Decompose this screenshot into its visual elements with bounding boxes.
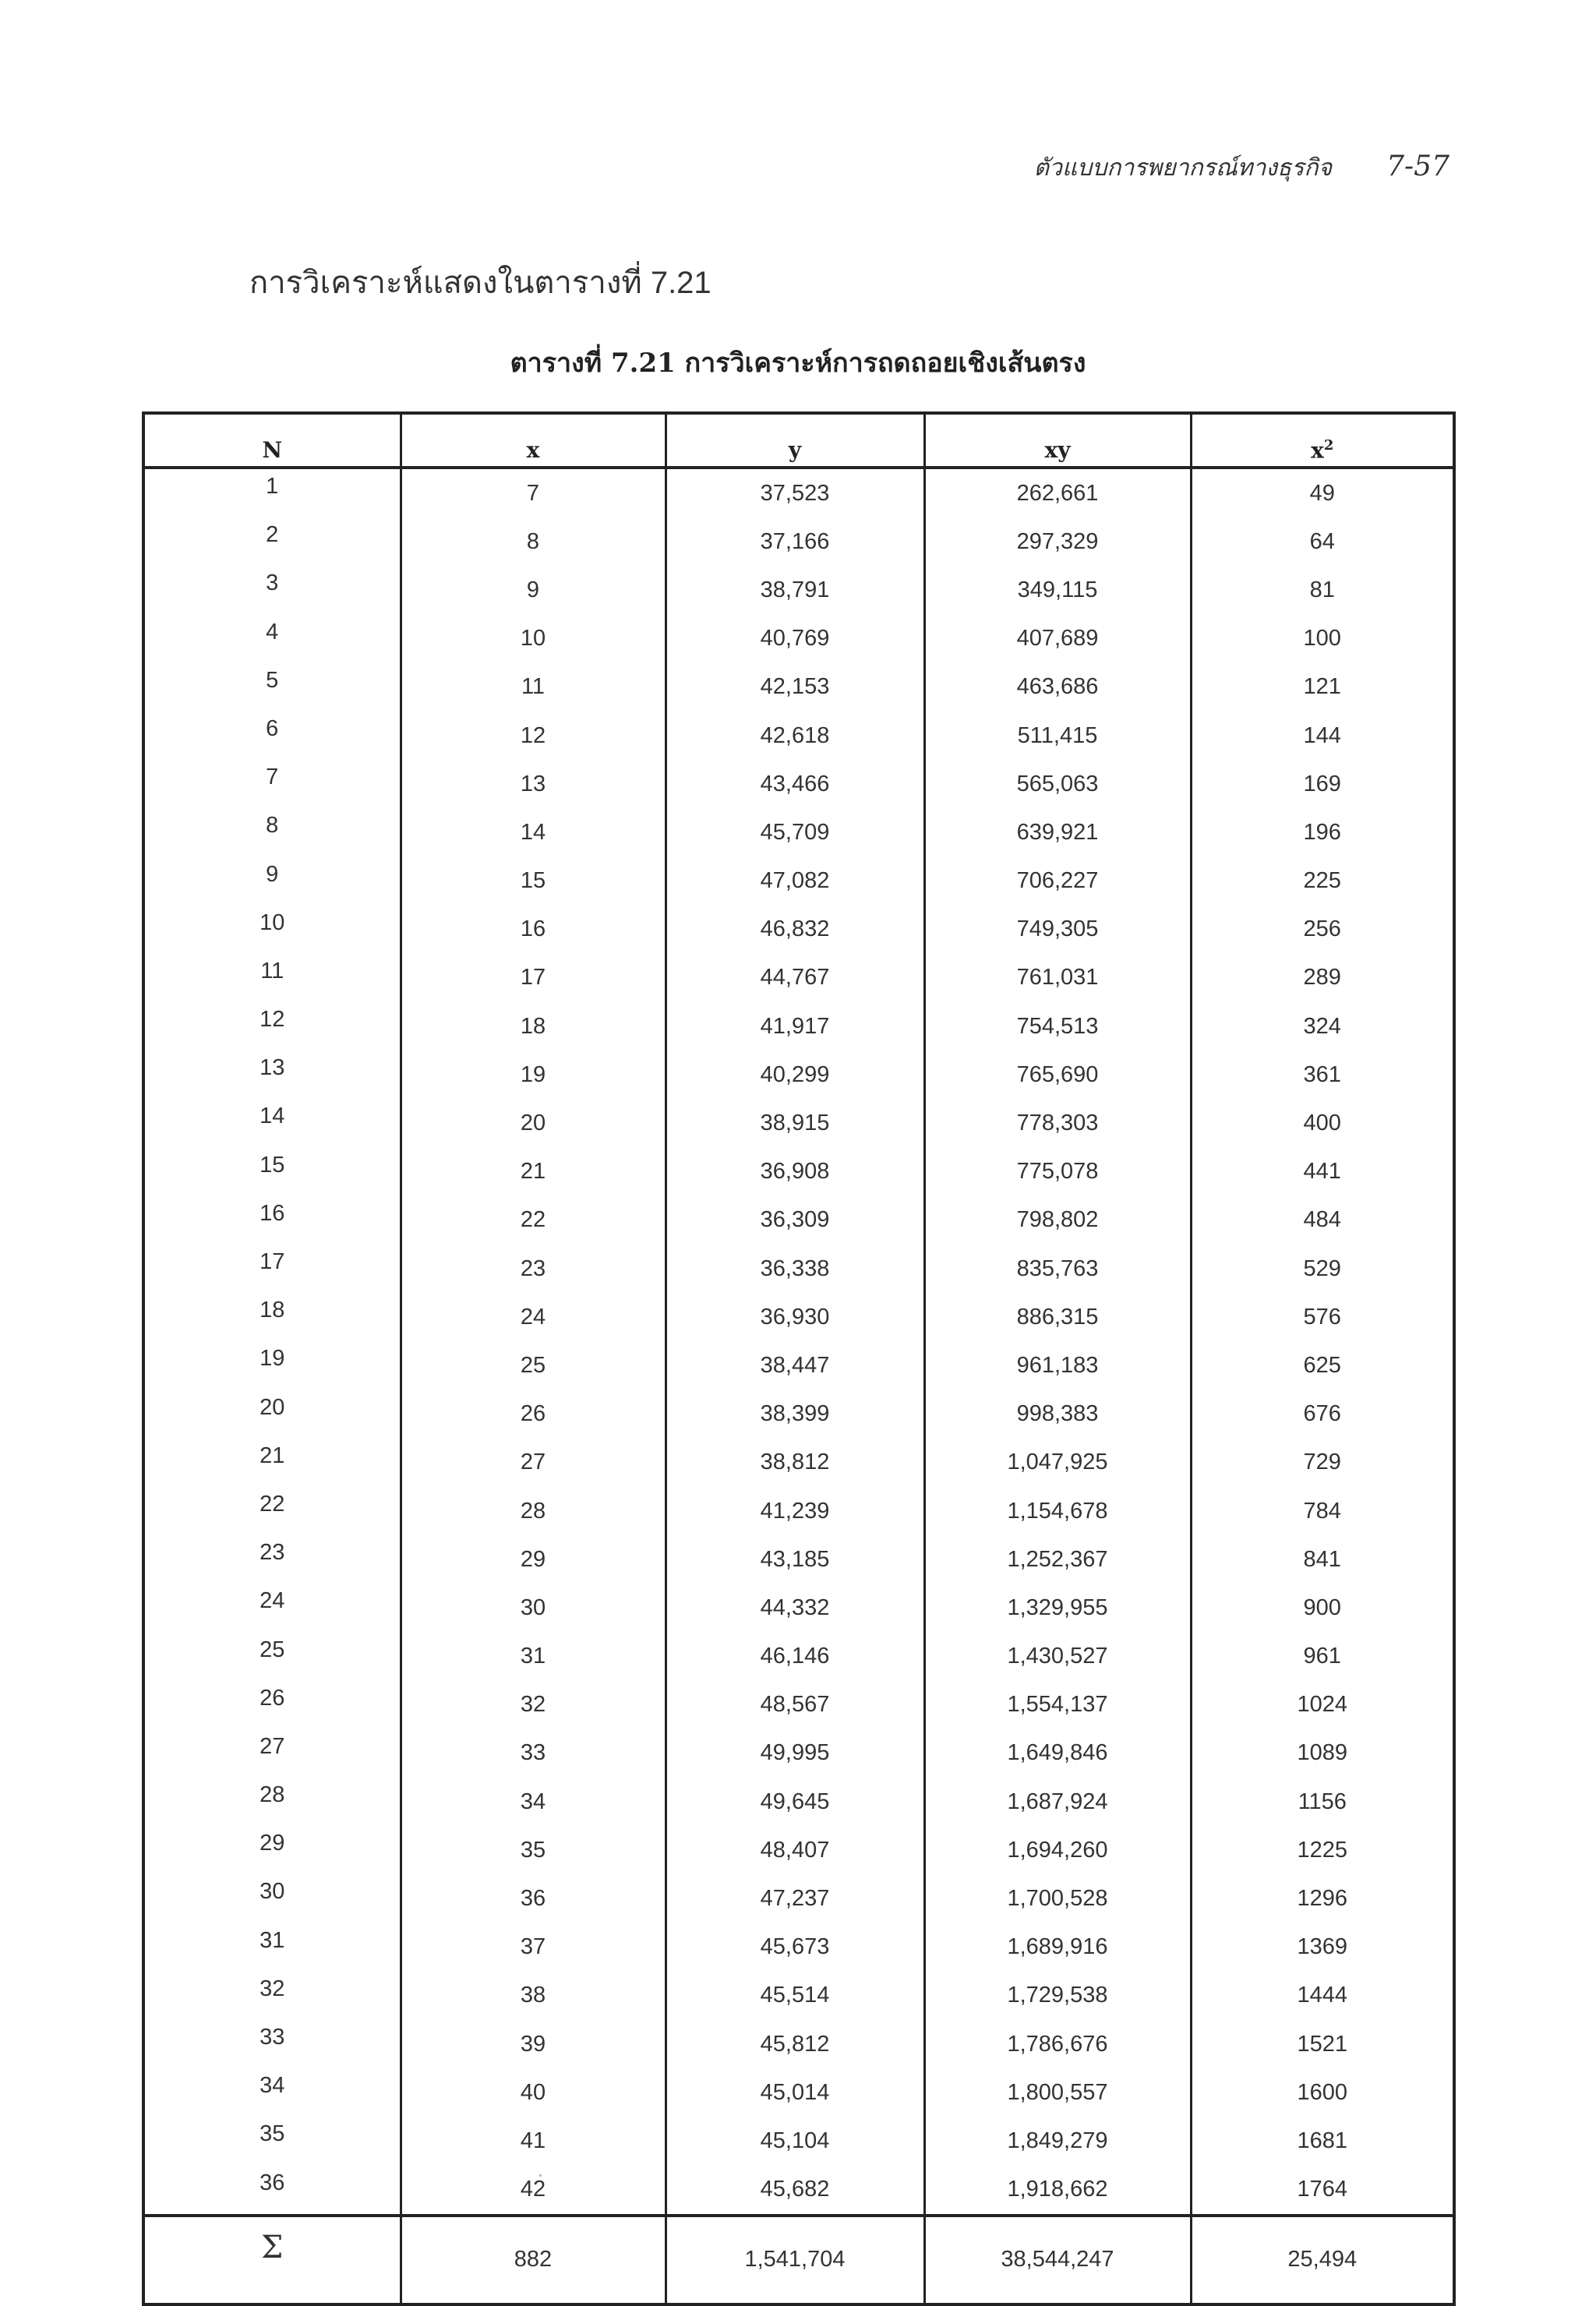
cell-x-squared: 576 (1191, 1293, 1454, 1341)
cell-x-squared: 196 (1191, 808, 1454, 856)
cell-y: 44,767 (666, 954, 924, 1002)
cell-x: 22 (401, 1196, 666, 1245)
cell-xy: 998,383 (924, 1390, 1191, 1439)
cell-y: 45,673 (666, 1923, 924, 1972)
cell-x: 38 (401, 1972, 666, 2020)
cell-n: 4 (143, 615, 401, 663)
intro-text: การวิเคราะห์แสดงในตารางที่ 7.21 (249, 266, 711, 300)
cell-x-squared: 1089 (1191, 1729, 1454, 1778)
sum-y: 1,541,704 (666, 2216, 924, 2304)
cell-x: 18 (401, 1002, 666, 1051)
table-row (143, 517, 1454, 566)
sum-row (143, 2216, 1454, 2304)
cell-x-squared: 900 (1191, 1584, 1454, 1632)
cell-y: 47,237 (666, 1874, 924, 1923)
cell-xy: 1,849,279 (924, 2117, 1191, 2165)
cell-n: 14 (143, 1099, 401, 1147)
cell-x: 29 (401, 1535, 666, 1584)
cell-n: 6 (143, 712, 401, 760)
cell-y: 36,338 (666, 1245, 924, 1293)
cell-x: 13 (401, 760, 666, 808)
cell-xy: 1,918,662 (924, 2166, 1191, 2216)
table-row (143, 1535, 1454, 1584)
table-row (143, 1681, 1454, 1729)
table-caption: ตารางที่ 7.21 การวิเคราะห์การถดถอยเชิงเส้นตรง (510, 348, 1086, 379)
table-row (143, 1633, 1454, 1681)
sum-x: 882 (401, 2216, 666, 2304)
cell-n: 9 (143, 857, 401, 906)
header-x-squared-base: x (1311, 437, 1324, 463)
cell-n: 3 (143, 566, 401, 614)
cell-y: 49,645 (666, 1778, 924, 1826)
table-row (143, 1874, 1454, 1923)
cell-y: 42,618 (666, 712, 924, 760)
cell-y: 45,014 (666, 2068, 924, 2117)
cell-y: 41,917 (666, 1002, 924, 1051)
cell-x-squared: 676 (1191, 1390, 1454, 1439)
cell-x-squared: 1764 (1191, 2166, 1454, 2216)
cell-xy: 463,686 (924, 663, 1191, 712)
table-row (143, 1439, 1454, 1487)
cell-y: 40,299 (666, 1051, 924, 1099)
running-head (1033, 150, 1449, 186)
table-row (143, 1148, 1454, 1196)
cell-n: 1 (143, 468, 401, 517)
cell-n: 28 (143, 1778, 401, 1826)
cell-n: 24 (143, 1584, 401, 1632)
regression-table (142, 411, 1456, 2306)
table-row (143, 2166, 1454, 2216)
cell-x-squared: 625 (1191, 1341, 1454, 1390)
table-row (143, 760, 1454, 808)
table-row (143, 712, 1454, 760)
cell-x-squared: 324 (1191, 1002, 1454, 1051)
cell-y: 37,166 (666, 517, 924, 566)
cell-x: 31 (401, 1633, 666, 1681)
cell-n: 5 (143, 663, 401, 712)
cell-xy: 961,183 (924, 1341, 1191, 1390)
cell-x: 30 (401, 1584, 666, 1632)
table-row (143, 1051, 1454, 1099)
cell-x-squared: 225 (1191, 857, 1454, 906)
cell-x-squared: 784 (1191, 1487, 1454, 1535)
cell-y: 38,447 (666, 1341, 924, 1390)
cell-x-squared: 961 (1191, 1633, 1454, 1681)
cell-y: 37,523 (666, 468, 924, 517)
cell-xy: 798,802 (924, 1196, 1191, 1245)
cell-x: 19 (401, 1051, 666, 1099)
cell-n: 12 (143, 1002, 401, 1051)
cell-n: 31 (143, 1923, 401, 1972)
cell-y: 46,832 (666, 906, 924, 954)
cell-xy: 1,154,678 (924, 1487, 1191, 1535)
cell-y: 43,466 (666, 760, 924, 808)
cell-xy: 1,554,137 (924, 1681, 1191, 1729)
cell-xy: 565,063 (924, 760, 1191, 808)
cell-n: 23 (143, 1535, 401, 1584)
cell-xy: 1,649,846 (924, 1729, 1191, 1778)
table-row (143, 808, 1454, 856)
cell-n: 10 (143, 906, 401, 954)
table-row (143, 1002, 1454, 1051)
cell-xy: 754,513 (924, 1002, 1191, 1051)
cell-y: 44,332 (666, 1584, 924, 1632)
cell-xy: 511,415 (924, 712, 1191, 760)
cell-x: 20 (401, 1099, 666, 1147)
cell-n: 29 (143, 1826, 401, 1874)
cell-x: 36 (401, 1874, 666, 1923)
table-row (143, 1390, 1454, 1439)
cell-n: 16 (143, 1196, 401, 1245)
cell-xy: 1,729,538 (924, 1972, 1191, 2020)
cell-xy: 778,303 (924, 1099, 1191, 1147)
header-xy: xy (924, 413, 1191, 468)
cell-y: 43,185 (666, 1535, 924, 1584)
cell-xy: 262,661 (924, 468, 1191, 517)
cell-n: 36 (143, 2166, 401, 2216)
cell-xy: 639,921 (924, 808, 1191, 856)
cell-x-squared: 49 (1191, 468, 1454, 517)
header-y: y (666, 413, 924, 468)
table-row (143, 2020, 1454, 2068)
cell-x: 10 (401, 615, 666, 663)
table-row (143, 468, 1454, 517)
header-n: N (143, 413, 401, 468)
cell-y: 40,769 (666, 615, 924, 663)
cell-x: 33 (401, 1729, 666, 1778)
cell-xy: 775,078 (924, 1148, 1191, 1196)
cell-x-squared: 1225 (1191, 1826, 1454, 1874)
cell-xy: 1,329,955 (924, 1584, 1191, 1632)
cell-n: 26 (143, 1681, 401, 1729)
cell-y: 41,239 (666, 1487, 924, 1535)
sum-x-squared: 25,494 (1191, 2216, 1454, 2304)
cell-n: 25 (143, 1633, 401, 1681)
cell-x: 23 (401, 1245, 666, 1293)
cell-y: 38,812 (666, 1439, 924, 1487)
cell-y: 49,995 (666, 1729, 924, 1778)
cell-x: 40 (401, 2068, 666, 2117)
cell-xy: 706,227 (924, 857, 1191, 906)
cell-n: 19 (143, 1341, 401, 1390)
table-row (143, 1826, 1454, 1874)
cell-y: 45,682 (666, 2166, 924, 2216)
cell-x-squared: 1600 (1191, 2068, 1454, 2117)
cell-x: 25 (401, 1341, 666, 1390)
cell-x-squared: 484 (1191, 1196, 1454, 1245)
cell-x: 8 (401, 517, 666, 566)
cell-xy: 886,315 (924, 1293, 1191, 1341)
cell-x: 21 (401, 1148, 666, 1196)
table-row (143, 857, 1454, 906)
table-row (143, 2068, 1454, 2117)
cell-n: 22 (143, 1487, 401, 1535)
header-x: x (401, 413, 666, 468)
cell-x: 15 (401, 857, 666, 906)
cell-x: 42 (401, 2166, 666, 2216)
cell-x-squared: 64 (1191, 517, 1454, 566)
cell-n: 17 (143, 1245, 401, 1293)
table-row (143, 663, 1454, 712)
cell-n: 8 (143, 808, 401, 856)
cell-n: 21 (143, 1439, 401, 1487)
sum-xy: 38,544,247 (924, 2216, 1191, 2304)
cell-x-squared: 1296 (1191, 1874, 1454, 1923)
cell-x-squared: 361 (1191, 1051, 1454, 1099)
table-row (143, 1487, 1454, 1535)
cell-xy: 765,690 (924, 1051, 1191, 1099)
cell-xy: 749,305 (924, 906, 1191, 954)
cell-x-squared: 100 (1191, 615, 1454, 663)
cell-y: 45,709 (666, 808, 924, 856)
cell-y: 47,082 (666, 857, 924, 906)
cell-y: 46,146 (666, 1633, 924, 1681)
cell-y: 45,514 (666, 1972, 924, 2020)
table-row (143, 1778, 1454, 1826)
cell-xy: 1,687,924 (924, 1778, 1191, 1826)
cell-x-squared: 1369 (1191, 1923, 1454, 1972)
cell-xy: 1,689,916 (924, 1923, 1191, 1972)
table-row (143, 954, 1454, 1002)
cell-xy: 407,689 (924, 615, 1191, 663)
cell-y: 38,791 (666, 566, 924, 614)
cell-n: 11 (143, 954, 401, 1002)
cell-y: 42,153 (666, 663, 924, 712)
cell-x-squared: 400 (1191, 1099, 1454, 1147)
cell-x: 12 (401, 712, 666, 760)
cell-x: 37 (401, 1923, 666, 1972)
cell-xy: 1,786,676 (924, 2020, 1191, 2068)
cell-x: 11 (401, 663, 666, 712)
cell-x-squared: 169 (1191, 760, 1454, 808)
table-body (143, 468, 1454, 2216)
cell-x: 16 (401, 906, 666, 954)
cell-xy: 1,047,925 (924, 1439, 1191, 1487)
cell-n: 2 (143, 517, 401, 566)
cell-y: 38,399 (666, 1390, 924, 1439)
table-row (143, 1729, 1454, 1778)
cell-y: 45,104 (666, 2117, 924, 2165)
table-row (143, 566, 1454, 614)
cell-x: 28 (401, 1487, 666, 1535)
cell-x: 41 (401, 2117, 666, 2165)
cell-x: 14 (401, 808, 666, 856)
cell-x: 39 (401, 2020, 666, 2068)
cell-x-squared: 441 (1191, 1148, 1454, 1196)
table-row (143, 2117, 1454, 2165)
cell-n: 35 (143, 2117, 401, 2165)
cell-n: 33 (143, 2020, 401, 2068)
cell-x-squared: 256 (1191, 906, 1454, 954)
sum-symbol: Σ (143, 2216, 401, 2304)
cell-xy: 835,763 (924, 1245, 1191, 1293)
table-row (143, 1923, 1454, 1972)
cell-xy: 1,430,527 (924, 1633, 1191, 1681)
cell-y: 48,567 (666, 1681, 924, 1729)
cell-y: 36,908 (666, 1148, 924, 1196)
cell-x-squared: 289 (1191, 954, 1454, 1002)
cell-x-squared: 121 (1191, 663, 1454, 712)
table-row (143, 1099, 1454, 1147)
cell-x: 7 (401, 468, 666, 517)
scan-speck (539, 2174, 542, 2177)
cell-x-squared: 144 (1191, 712, 1454, 760)
cell-n: 20 (143, 1390, 401, 1439)
cell-y: 36,309 (666, 1196, 924, 1245)
table-row (143, 1972, 1454, 2020)
cell-x-squared: 1681 (1191, 2117, 1454, 2165)
cell-x: 27 (401, 1439, 666, 1487)
table-row (143, 1245, 1454, 1293)
cell-x: 9 (401, 566, 666, 614)
cell-x: 32 (401, 1681, 666, 1729)
cell-x-squared: 529 (1191, 1245, 1454, 1293)
running-head-title: ตัวแบบการพยากรณ์ทางธุรกิจ (1033, 154, 1333, 182)
cell-x-squared: 81 (1191, 566, 1454, 614)
cell-n: 34 (143, 2068, 401, 2117)
cell-x: 35 (401, 1826, 666, 1874)
table-row (143, 1196, 1454, 1245)
cell-xy: 349,115 (924, 566, 1191, 614)
cell-x: 34 (401, 1778, 666, 1826)
cell-xy: 1,700,528 (924, 1874, 1191, 1923)
cell-x-squared: 729 (1191, 1439, 1454, 1487)
page-number: 7-57 (1386, 150, 1449, 182)
table-row (143, 906, 1454, 954)
cell-y: 36,930 (666, 1293, 924, 1341)
header-x-squared-exponent: 2 (1323, 436, 1334, 454)
cell-xy: 297,329 (924, 517, 1191, 566)
cell-y: 38,915 (666, 1099, 924, 1147)
table-header-row (143, 413, 1454, 468)
cell-x-squared: 1444 (1191, 1972, 1454, 2020)
cell-n: 30 (143, 1874, 401, 1923)
cell-y: 45,812 (666, 2020, 924, 2068)
cell-x: 26 (401, 1390, 666, 1439)
cell-xy: 761,031 (924, 954, 1191, 1002)
cell-n: 18 (143, 1293, 401, 1341)
cell-n: 32 (143, 1972, 401, 2020)
cell-x-squared: 1024 (1191, 1681, 1454, 1729)
cell-n: 15 (143, 1148, 401, 1196)
cell-x: 24 (401, 1293, 666, 1341)
cell-x-squared: 1521 (1191, 2020, 1454, 2068)
cell-xy: 1,252,367 (924, 1535, 1191, 1584)
table-row (143, 1341, 1454, 1390)
cell-x-squared: 841 (1191, 1535, 1454, 1584)
table-row (143, 1584, 1454, 1632)
header-x-squared (1191, 413, 1454, 468)
cell-y: 48,407 (666, 1826, 924, 1874)
cell-x-squared: 1156 (1191, 1778, 1454, 1826)
cell-xy: 1,694,260 (924, 1826, 1191, 1874)
table-row (143, 615, 1454, 663)
cell-x: 17 (401, 954, 666, 1002)
cell-n: 7 (143, 760, 401, 808)
cell-xy: 1,800,557 (924, 2068, 1191, 2117)
cell-n: 27 (143, 1729, 401, 1778)
table-row (143, 1293, 1454, 1341)
cell-n: 13 (143, 1051, 401, 1099)
